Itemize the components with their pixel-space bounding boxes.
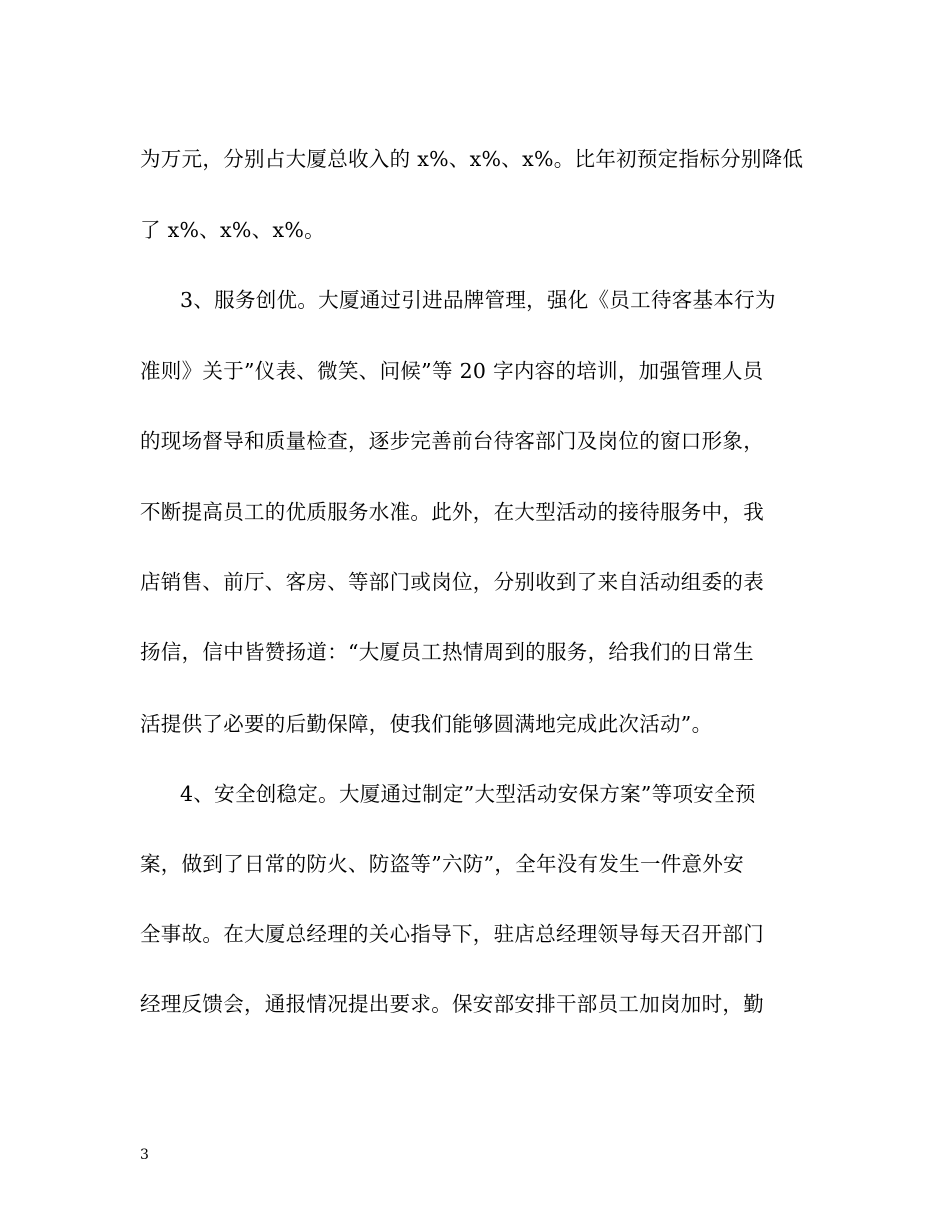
text-line: 准则》关于”仪表、微笑、问候”等 20 字内容的培训，加强管理人员 xyxy=(140,359,764,383)
paragraph-4-start: 4、安全创稳定。大厦通过制定”大型活动安保方案”等项安全预 xyxy=(180,782,756,806)
text-line: 的现场督导和质量检查，逐步完善前台待客部门及岗位的窗口形象， xyxy=(140,429,764,453)
text-line: 为万元，分别占大厦总收入的 x%、x%、x%。比年初预定指标分别降低 xyxy=(140,147,804,171)
text-line: 扬信，信中皆赞扬道：“大厦员工热情周到的服务，给我们的日常生 xyxy=(140,640,754,664)
text-line: 经理反馈会，通报情况提出要求。保安部安排干部员工加岗加时，勤 xyxy=(140,992,764,1016)
text-line: 全事故。在大厦总经理的关心指导下，驻店总经理领导每天召开部门 xyxy=(140,922,764,946)
text-line: 店销售、前厅、客房、等部门或岗位，分别收到了来自活动组委的表 xyxy=(140,570,764,594)
text-line: 不断提高员工的优质服务水准。此外，在大型活动的接待服务中，我 xyxy=(140,500,764,524)
text-line: 案，做到了日常的防火、防盗等”六防”，全年没有发生一件意外安 xyxy=(140,852,744,876)
page-number: 3 xyxy=(140,1147,149,1163)
text-line: 了 x%、x%、x%。 xyxy=(140,218,325,242)
paragraph-3-start: 3、服务创优。大厦通过引进品牌管理，强化《员工待客基本行为 xyxy=(180,288,776,312)
text-line: 活提供了必要的后勤保障，使我们能够圆满地完成此次活动”。 xyxy=(140,712,713,736)
